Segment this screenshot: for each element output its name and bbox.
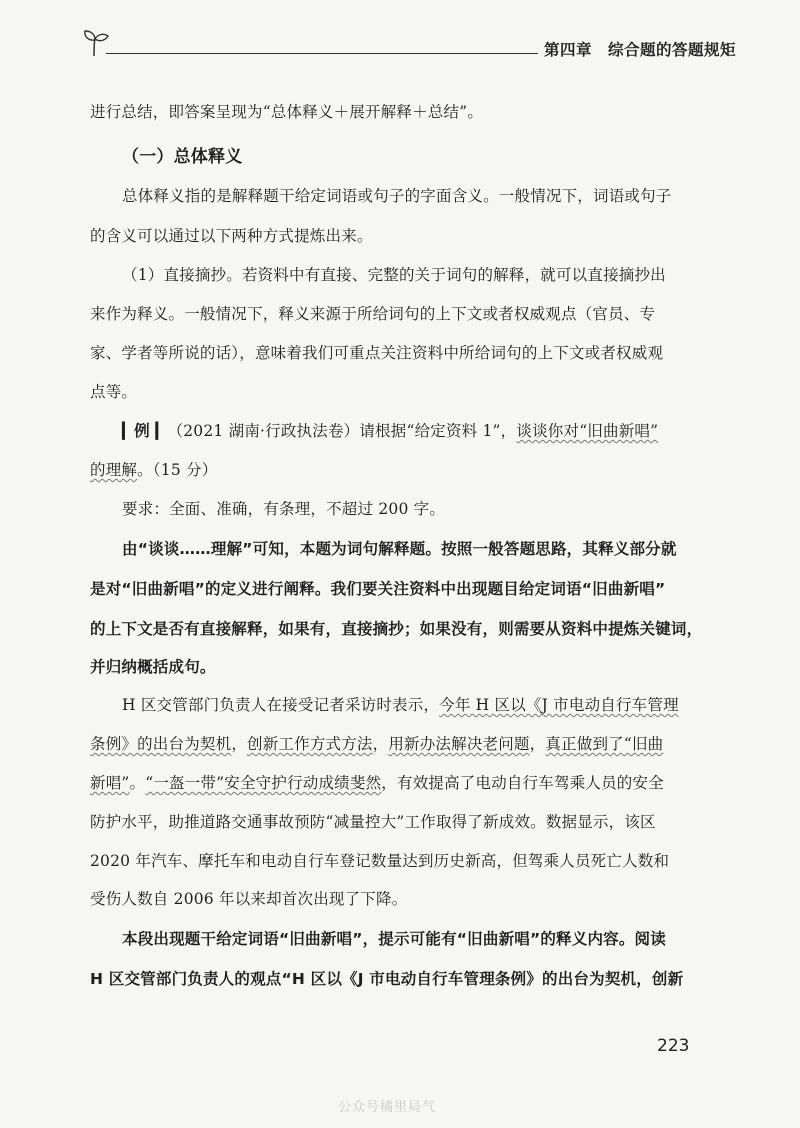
wavy-underlined-text: 谈谈你对“旧曲新唱” (516, 422, 659, 440)
text-line: 点等。 (90, 383, 138, 401)
material-line (90, 733, 663, 755)
material-line: 受伤人数自 2006 年以来却首次出现了下降。 (90, 890, 408, 908)
material-text: ， (529, 735, 546, 753)
wavy-underlined-text: 今年 H 区以《J 市电动自行车管理 (439, 696, 679, 714)
chapter-label: 第四章 (544, 41, 593, 59)
page-number: 223 (657, 1036, 690, 1056)
requirement-line: 要求：全面、准确，有条理，不超过 200 字。 (122, 500, 446, 518)
running-header (82, 28, 737, 68)
analysis-line: 本段出现题干给定词语“旧曲新唱”，提示可能有“旧曲新唱”的释义内容。阅读 (122, 930, 666, 948)
analysis-line: 的上下文是否有直接解释，如果有，直接摘抄；如果没有，则需要从资料中提炼关键词， (90, 620, 703, 638)
material-line: 防护水平，助推道路交通事故预防“减量控大”工作取得了新成效。数据显示，该区 (90, 813, 656, 831)
wavy-underlined-text: 的理解 (90, 461, 138, 479)
watermark: 公众号橘里局气 (338, 1100, 437, 1115)
chapter-title: 综合题的答题规矩 (608, 41, 737, 59)
material-text: ， (372, 735, 389, 753)
material-line: 2020 年汽车、摩托车和电动自行车登记数量达到历史新高，但驾乘人员死亡人数和 (90, 852, 670, 870)
material-text: 。 (129, 774, 146, 792)
example-score: 。（15 分） (137, 461, 218, 479)
material-text: ， (231, 735, 248, 753)
text-line: 总体释义指的是解释题干给定词语或句子的字面含义。一般情况下，词语或句子 (122, 187, 672, 205)
text-line: 进行总结，即答案呈现为“总体释义＋展开解释＋总结”。 (90, 103, 484, 121)
material-text: ，有效提高了电动自行车驾乘人员的安全 (381, 774, 664, 792)
text-line: 家、学者等所说的话），意味着我们可重点关注资料中所给词句的上下文或者权威观 (90, 344, 664, 362)
analysis-line: H 区交管部门负责人的观点“H 区以《J 市电动自行车管理条例》的出台为契机，创新 (90, 970, 684, 988)
material-text: H 区交管部门负责人在接受记者采访时表示， (122, 696, 440, 714)
example-source: （2021 湖南·行政执法卷）请根据“给定资料 1”， (167, 422, 517, 440)
header-rule (106, 53, 538, 54)
material-line (90, 772, 664, 794)
material-line (122, 694, 679, 716)
analysis-line: 是对“旧曲新唱”的定义进行阐释。我们要关注资料中出现题目给定词语“旧曲新唱” (90, 580, 666, 598)
text-line: 来作为释义。一般情况下，释义来源于所给词句的上下文或者权威观点（官员、专 (90, 305, 656, 323)
wavy-underlined-text: 创新工作方式方法 (247, 735, 373, 753)
wavy-underlined-text: 新唱” (90, 774, 130, 792)
example-mark: ▎例 ▎ (122, 422, 168, 440)
analysis-line: 并归纳概括成句。 (90, 658, 216, 676)
wavy-underlined-text: 条例》的出台为契机 (90, 735, 232, 753)
section-heading: （一）总体释义 (122, 147, 243, 167)
header-title (544, 38, 736, 60)
text-line: 的含义可以通过以下两种方式提炼出来。 (90, 227, 373, 245)
text-line: （1）直接摘抄。若资料中有直接、完整的关于词句的解释，就可以直接摘抄出 (122, 266, 666, 284)
example-line (90, 459, 217, 481)
wavy-underlined-text: 真正做到了“旧曲 (545, 735, 664, 753)
wavy-underlined-text: “一盔一带”安全守护行动成绩斐然 (145, 774, 382, 792)
example-line (122, 420, 658, 442)
wavy-underlined-text: 用新办法解决老问题 (388, 735, 530, 753)
analysis-line: 由“谈谈……理解”可知，本题为词句解释题。按照一般答题思路，其释义部分就 (122, 540, 677, 558)
